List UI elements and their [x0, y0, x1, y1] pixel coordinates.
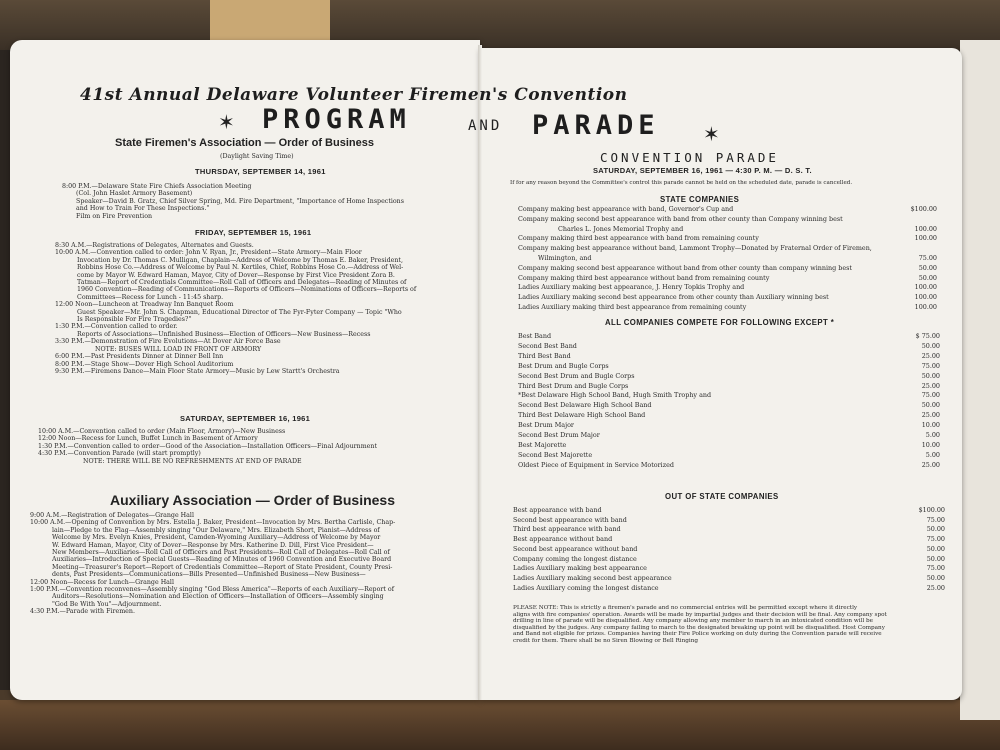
prize-amount: 100.00 — [914, 303, 937, 311]
schedule-line: 1:30 P.M.—Convention called to order. — [55, 323, 178, 331]
background-board — [960, 40, 1000, 720]
schedule-line: Auxiliaries—Introduction of Special Guests—Reading of Minutes of 1960 Convention and Executive Board — [52, 556, 392, 564]
prize-amount: 50.00 — [926, 573, 945, 582]
prize-label: Best Band — [518, 332, 552, 340]
prize-label: Second Best Delaware High School Band — [518, 401, 652, 410]
note-line: credit for them. There shall be no Siren Blowing or Bell Ringing — [513, 637, 699, 644]
schedule-line: 12:00 Noon—Luncheon at Treadway Inn Banquet Room — [55, 301, 234, 309]
schedule-line: 6:00 P.M.—Past Presidents Dinner at Dinner Bell Inn — [55, 353, 224, 361]
schedule-line: 4:30 P.M.—Parade with Firemen. — [30, 608, 135, 616]
dst-note: (Daylight Saving Time) — [220, 153, 294, 160]
prize-label: *Best Delaware High School Band, Hugh Smith Trophy and — [518, 391, 712, 400]
star-icon: ✶ — [218, 110, 235, 134]
schedule-line: 10:00 A.M.—Convention called to order: John V. Ryan, Jr., President—State Armory—Main Floor — [55, 249, 362, 257]
prize-label: Second best appearance with band — [513, 515, 627, 524]
saturday-block — [38, 428, 377, 465]
prize-label: Company making best appearance without band, Lammont Trophy—Donated by Fraternal Order of Firemen, — [518, 244, 872, 253]
prize-label: Charles L. Jones Memorial Trophy and — [558, 224, 684, 233]
schedule-line: W. Edward Haman, Mayor, City of Dover—Response by Mrs. Katherine D. Dill, First Vice President— — [52, 541, 374, 549]
schedule-line: Welcome by Mrs. Evelyn Knies, President, Camden-Wyoming Auxiliary—Address of Welcome by Mayor — [52, 534, 381, 542]
note-line: PLEASE NOTE: This is strictly a firemen's parade and no commercial entries will be permitted except where it directly — [513, 605, 858, 611]
schedule-line: Speaker—David B. Gratz, Chief Silver Spring, Md. Fire Department, "Importance of Home Inspections — [76, 197, 404, 205]
prize-amount: 50.00 — [921, 371, 940, 380]
background-shelf — [210, 0, 330, 40]
prize-label: Oldest Piece of Equipment in Service Motorized — [518, 460, 674, 469]
prize-label: Company making third best appearance without band from remaining county — [518, 273, 770, 282]
note-line: aligns with fire companies' operation. Awards will be made by impartial judges and their decision will be final. Any company spot — [513, 611, 887, 618]
prize-amount: 50.00 — [926, 525, 945, 534]
prize-amount: 50.00 — [921, 401, 940, 410]
prize-label: Third Best Band — [518, 351, 571, 360]
schedule-line: 9:00 A.M.—Registration of Delegates—Grange Hall — [30, 512, 194, 519]
schedule-line: and How to Train For These Inspections." — [76, 205, 210, 213]
prize-amount: 100.00 — [914, 283, 937, 292]
schedule-line: Guest Speaker—Mr. John S. Chapman, Educational Director of The Fyr-Fyter Company — Topic "Who — [77, 308, 402, 316]
schedule-line: "God Be With You"—Adjournment. — [52, 600, 162, 608]
schedule-line: Robbins Hose Co.—Address of Welcome by Paul N. Kertiles, Chief, Robbins Hose Co.—Address of Wel- — [77, 264, 404, 272]
prize-amount: 100.00 — [914, 224, 937, 233]
schedule-line: 8:00 P.M.—Stage Show—Dover High School Auditorium — [55, 360, 234, 368]
schedule-line: Auditors—Resolutions—Nomination and Election of Officers—Installation of Officers—Assembly singing — [52, 593, 384, 601]
schedule-line: 8:30 A.M.—Registrations of Delegates, Alternates and Guests. — [55, 242, 254, 249]
prize-label: Ladies Auxiliary making third best appearance from remaining county — [518, 303, 747, 311]
and-word: AND — [468, 118, 503, 134]
prize-label: Best appearance without band — [513, 535, 613, 544]
state-association-heading: State Firemen's Association — Order of Business — [115, 137, 374, 149]
background-floor — [0, 700, 1000, 750]
schedule-line: New Members—Auxiliaries—Roll Call of Officers and Past Presidents—Roll Call of Delegates—Roll Call of — [52, 549, 390, 557]
schedule-line: dents, Past Presidents—Communications—Bills Presented—Unfinished Business—New Business— — [52, 571, 366, 579]
schedule-line: Reports of Associations—Unfinished Business—Election of Officers—New Business—Recess — [77, 330, 371, 338]
convention-parade-heading: CONVENTION PARADE — [600, 150, 779, 165]
friday-heading: FRIDAY, SEPTEMBER 15, 1961 — [195, 228, 312, 237]
prize-amount: 75.00 — [921, 361, 940, 370]
prize-amount: $100.00 — [910, 205, 937, 213]
schedule-line: lain—Pledge to the Flag—Assembly singing "Our Delaware," Mrs. Elizabeth Short, Pianist—Address of — [52, 526, 380, 534]
thursday-block — [62, 183, 404, 220]
schedule-line: 3:30 P.M.—Demonstration of Fire Evolutions—At Dover Air Force Base — [55, 338, 281, 346]
prize-amount: 50.00 — [918, 263, 937, 272]
prize-label: Best Drum Major — [518, 421, 574, 430]
prize-amount: 75.00 — [918, 254, 937, 262]
prize-amount: 75.00 — [921, 391, 940, 400]
parade-intro: If for any reason beyond the Committee's control this parade cannot be held on the scheduled date, parade is cancelled. — [510, 180, 853, 186]
prize-amount: 25.00 — [926, 583, 945, 592]
prize-label: Second Best Drum and Bugle Corps — [518, 371, 635, 380]
prize-amount: 25.00 — [921, 351, 940, 360]
prize-label: Company coming the longest distance — [513, 554, 637, 563]
spine — [478, 45, 482, 700]
schedule-line: 4:30 P.M.—Convention Parade (will start promptly) — [38, 450, 201, 458]
prize-label: Second Best Majorette — [518, 450, 593, 459]
prize-amount: 25.00 — [921, 411, 940, 420]
prize-amount: 10.00 — [921, 440, 940, 449]
out-of-state-heading: OUT OF STATE COMPANIES — [665, 492, 779, 501]
schedule-line: Invocation by Dr. Thomas C. Mulligan, Chaplain—Address of Welcome by Thomas E. Baker, President, — [77, 256, 403, 264]
prize-label: Second Best Band — [518, 341, 577, 350]
star-icon: ✶ — [703, 122, 720, 146]
schedule-line: Is Responsible For Fire Tragedies?" — [77, 316, 192, 324]
thursday-heading: THURSDAY, SEPTEMBER 14, 1961 — [195, 167, 326, 176]
schedule-line: Meeting—Treasurer's Report—Report of Credentials Committee—Report of State President, County Presi- — [52, 563, 393, 571]
auxiliary-heading: Auxiliary Association — Order of Business — [110, 492, 396, 508]
prize-amount: 75.00 — [926, 515, 945, 524]
schedule-line: come by Mayor W. Edward Haman, Mayor, City of Dover—Response by First Vice President Zora B. — [77, 271, 395, 279]
prize-label: Ladies Auxiliary making second best appearance from other county than Auxiliary winning best — [518, 293, 829, 302]
note-line: drilling in line of parade will be disqualified. Any company allowing any member to march in an intoxicated condition will be — [513, 618, 873, 625]
schedule-line: 1960 Convention—Reading of Communications—Reports of Officers—Nominations of Officers—Reports of — [77, 286, 417, 294]
schedule-line: 10:00 A.M.—Opening of Convention by Mrs. Estella J. Baker, President—Invocation by Mrs. Bertha Carlisle, Chap- — [30, 519, 396, 527]
prize-label: Company making third best appearance with band from remaining county — [518, 234, 759, 243]
prize-amount: 75.00 — [926, 564, 945, 573]
convention-title: 41st Annual Delaware Volunteer Firemen's Convention — [80, 85, 628, 105]
prize-label: Best Majorette — [518, 440, 567, 449]
prize-label: Company making best appearance with band, Governor's Cup and — [518, 205, 734, 213]
prize-amount: 100.00 — [914, 293, 937, 302]
friday-block — [55, 242, 416, 375]
prize-amount: 10.00 — [921, 421, 940, 430]
prize-label: Company making second best appearance with band from other county than Company winning best — [518, 214, 843, 223]
prize-label: Wilmington, and — [538, 254, 592, 262]
saturday-heading: SATURDAY, SEPTEMBER 16, 1961 — [180, 414, 311, 423]
please-note-block — [513, 605, 887, 645]
prize-label: Best Drum and Bugle Corps — [518, 361, 609, 370]
prize-label: Ladies Auxiliary making best appearance, J. Henry Topkis Trophy and — [518, 283, 745, 292]
prize-amount: 5.00 — [925, 450, 940, 459]
program-title: PROGRAM — [262, 104, 411, 135]
schedule-line: NOTE: BUSES WILL LOAD IN FRONT OF ARMORY — [95, 345, 262, 353]
schedule-line: Committees—Recess for Lunch - 11:45 sharp. — [77, 293, 224, 301]
auxiliary-block — [30, 512, 395, 616]
prize-label: Ladies Auxiliary making best appearance — [513, 564, 647, 573]
prize-label: Best appearance with band — [513, 506, 602, 514]
schedule-line: Film on Fire Prevention — [76, 212, 153, 220]
schedule-line: 1:30 P.M.—Convention called to order—Good of the Association—Installation Officers—Final Adjournment — [38, 442, 377, 450]
prize-label: Company making second best appearance without band from other county than company winning best — [518, 263, 852, 272]
schedule-line: Tatman—Report of Credentials Committee—Roll Call of Officers and Delegates—Reading of Minutes of — [77, 279, 407, 287]
prize-amount: $100.00 — [918, 506, 945, 514]
note-line: disqualified by the judges. Any company failing to march to the designated breaking up point will be disqualified. Host Company — [513, 624, 885, 631]
all-companies-heading: ALL COMPANIES COMPETE FOR FOLLOWING EXCEPT * — [605, 318, 835, 327]
prize-label: Third Best Drum and Bugle Corps — [518, 381, 629, 390]
prize-label: Third best appearance with band — [513, 525, 621, 534]
schedule-line: 9:30 P.M.—Firemens Dance—Main Floor State Armory—Music by Lew Startt's Orchestra — [55, 367, 340, 375]
prize-label: Third Best Delaware High School Band — [518, 411, 646, 420]
schedule-line: NOTE: THERE WILL BE NO REFRESHMENTS AT END OF PARADE — [83, 457, 302, 465]
prize-amount: 50.00 — [926, 554, 945, 563]
schedule-line: (Col. John Haslet Armory Basement) — [76, 190, 193, 198]
prize-amount: $ 75.00 — [915, 332, 940, 340]
schedule-line: 1:00 P.M.—Convention reconvenes—Assembly singing "God Bless America"—Reports of each Auxiliary—Report of — [30, 586, 395, 594]
prize-label: Ladies Auxiliary coming the longest distance — [513, 583, 659, 592]
schedule-line: 12:00 Noon—Recess for Lunch—Grange Hall — [30, 578, 174, 586]
prize-amount: 25.00 — [921, 460, 940, 469]
state-companies-heading: STATE COMPANIES — [660, 195, 740, 204]
prize-amount: 75.00 — [926, 535, 945, 544]
prize-label: Second best appearance without band — [513, 544, 638, 553]
prize-amount: 100.00 — [914, 234, 937, 243]
schedule-line: 12:00 Noon—Recess for Lunch, Buffet Lunch in Basement of Armory — [38, 435, 258, 443]
prize-label: Second Best Drum Major — [518, 431, 600, 439]
prize-amount: 5.00 — [925, 431, 940, 439]
prize-amount: 25.00 — [921, 381, 940, 390]
prize-amount: 50.00 — [921, 341, 940, 350]
prize-amount: 50.00 — [918, 273, 937, 282]
schedule-line: 8:00 P.M.—Delaware State Fire Chiefs Association Meeting — [62, 183, 252, 190]
note-line: and Band not eligible for prizes. Companies having their Fire Police working on duty during the Convention parade will receive — [513, 631, 882, 638]
parade-date: SATURDAY, SEPTEMBER 16, 1961 — 4:30 P. M. — D. S. T. — [593, 166, 812, 175]
prize-amount: 50.00 — [926, 544, 945, 553]
prize-label: Ladies Auxiliary making second best appearance — [513, 573, 672, 582]
parade-title: PARADE — [532, 110, 660, 141]
schedule-line: 10:00 A.M.—Convention called to order (Main Floor, Armory)—New Business — [38, 428, 286, 435]
